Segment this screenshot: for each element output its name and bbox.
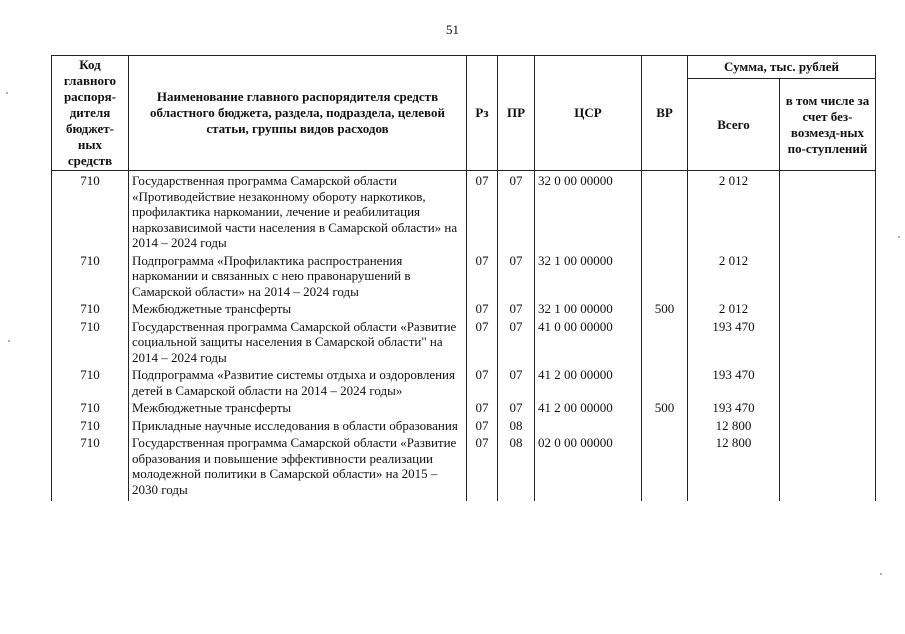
table-row <box>52 252 876 301</box>
cell-code: 710 <box>52 417 129 435</box>
cell-code: 710 <box>52 366 129 399</box>
cell-total: 193 470 <box>688 366 780 399</box>
cell-name: Межбюджетные трансферты <box>129 300 467 318</box>
cell-total: 12 800 <box>688 417 780 435</box>
header-name: Наименование главного распорядителя средств областного бюджета, раздела, подраздела, целевой статьи, группы видов расходов <box>129 56 467 171</box>
page-number: 51 <box>446 22 459 37</box>
cell-incl <box>780 366 876 399</box>
header-csr: ЦСР <box>535 56 642 171</box>
header-vr: ВР <box>642 56 688 171</box>
cell-csr: 32 1 00 00000 <box>535 252 642 301</box>
cell-rz: 07 <box>467 171 498 252</box>
cell-pr: 07 <box>498 300 535 318</box>
table-header <box>52 56 876 171</box>
table-row <box>52 399 876 417</box>
cell-rz: 07 <box>467 399 498 417</box>
cell-incl <box>780 318 876 367</box>
cell-incl <box>780 417 876 435</box>
cell-csr: 32 1 00 00000 <box>535 300 642 318</box>
cell-name: Межбюджетные трансферты <box>129 399 467 417</box>
cell-vr: 500 <box>642 399 688 417</box>
cell-vr: 500 <box>642 300 688 318</box>
cell-name: Подпрограмма «Профилактика распространения наркомании и связанных с нею правонарушений в Самарской области» на 2014 – 2024 годы <box>129 252 467 301</box>
cell-pr: 07 <box>498 366 535 399</box>
cell-vr <box>642 366 688 399</box>
cell-csr: 41 2 00 00000 <box>535 399 642 417</box>
cell-code: 710 <box>52 399 129 417</box>
cell-csr: 41 2 00 00000 <box>535 366 642 399</box>
cell-incl <box>780 399 876 417</box>
scan-speck <box>8 340 10 342</box>
cell-code: 710 <box>52 434 129 501</box>
cell-total: 193 470 <box>688 399 780 417</box>
cell-vr <box>642 252 688 301</box>
table-row <box>52 366 876 399</box>
header-sum-group: Сумма, тыс. рублей <box>688 56 876 79</box>
cell-name: Государственная программа Самарской области «Развитие социальной защиты населения в Самарской области" на 2014 – 2024 годы <box>129 318 467 367</box>
cell-rz: 07 <box>467 366 498 399</box>
cell-csr: 02 0 00 00000 <box>535 434 642 501</box>
cell-csr: 32 0 00 00000 <box>535 171 642 252</box>
header-code: Код главного распоря-дителя бюджет-ных средств <box>52 56 129 171</box>
header-rz: Рз <box>467 56 498 171</box>
cell-code: 710 <box>52 300 129 318</box>
cell-total: 12 800 <box>688 434 780 501</box>
cell-incl <box>780 252 876 301</box>
cell-rz: 07 <box>467 434 498 501</box>
cell-vr <box>642 434 688 501</box>
header-total: Всего <box>688 79 780 171</box>
header-incl: в том числе за счет без-возмезд-ных по-ступлений <box>780 79 876 171</box>
scan-speck <box>880 573 882 575</box>
header-pr: ПР <box>498 56 535 171</box>
cell-total: 2 012 <box>688 300 780 318</box>
cell-total: 193 470 <box>688 318 780 367</box>
cell-rz: 07 <box>467 252 498 301</box>
cell-rz: 07 <box>467 318 498 367</box>
cell-vr <box>642 318 688 367</box>
cell-rz: 07 <box>467 417 498 435</box>
cell-rz: 07 <box>467 300 498 318</box>
cell-code: 710 <box>52 171 129 252</box>
table-row <box>52 434 876 501</box>
table-row <box>52 171 876 252</box>
scan-speck <box>6 92 8 94</box>
budget-table <box>51 55 876 501</box>
cell-incl <box>780 171 876 252</box>
cell-pr: 08 <box>498 434 535 501</box>
cell-name: Государственная программа Самарской области «Противодействие незаконному обороту наркотиков, профилактика наркомании, лечение и реабилитация наркозависимой части населения в Самарской области» на 2014 – 2024 годы <box>129 171 467 252</box>
cell-incl <box>780 434 876 501</box>
cell-vr <box>642 171 688 252</box>
cell-code: 710 <box>52 252 129 301</box>
cell-pr: 07 <box>498 399 535 417</box>
table-row <box>52 417 876 435</box>
cell-csr <box>535 417 642 435</box>
table-row <box>52 318 876 367</box>
cell-incl <box>780 300 876 318</box>
table-row <box>52 300 876 318</box>
cell-pr: 07 <box>498 252 535 301</box>
cell-code: 710 <box>52 318 129 367</box>
cell-name: Государственная программа Самарской области «Развитие образования и повышение эффективности реализации молодежной политики в Самарской области» на 2015 – 2030 годы <box>129 434 467 501</box>
cell-vr <box>642 417 688 435</box>
table-body <box>52 171 876 502</box>
cell-csr: 41 0 00 00000 <box>535 318 642 367</box>
cell-total: 2 012 <box>688 171 780 252</box>
cell-name: Прикладные научные исследования в области образования <box>129 417 467 435</box>
scan-speck <box>898 236 900 238</box>
cell-pr: 07 <box>498 171 535 252</box>
cell-total: 2 012 <box>688 252 780 301</box>
cell-name: Подпрограмма «Развитие системы отдыха и оздоровления детей в Самарской области на 2014 – 2024 годы» <box>129 366 467 399</box>
cell-pr: 08 <box>498 417 535 435</box>
cell-pr: 07 <box>498 318 535 367</box>
